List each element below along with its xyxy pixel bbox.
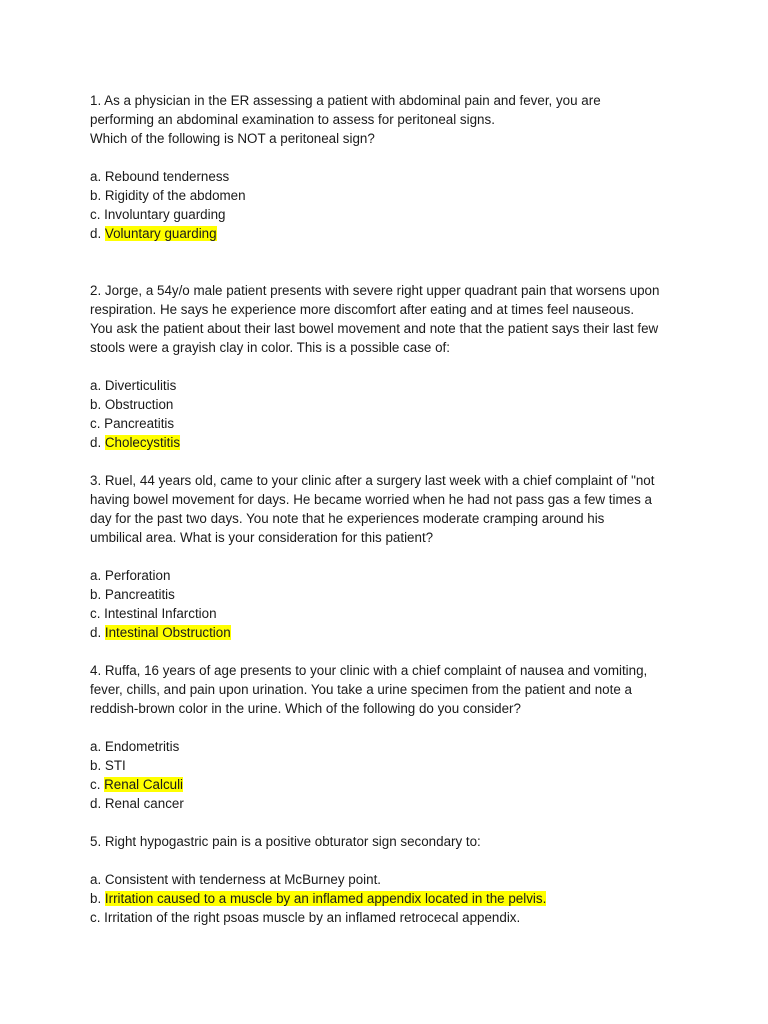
option-prefix: b. [90,188,105,203]
question-1-options [90,167,690,243]
question-line: 1. As a physician in the ER assessing a patient with abdominal pain and fever, you are [90,93,601,108]
question-line: 2. Jorge, a 54y/o male patient presents with severe right upper quadrant pain that worsens upon [90,283,660,298]
option-c [90,414,690,433]
option-b [90,186,690,205]
option-prefix: a. [90,872,105,887]
question-4-options [90,737,690,813]
highlighted-answer: Intestinal Obstruction [104,625,231,640]
option-prefix: c. [90,910,105,925]
option-prefix: a. [90,378,105,393]
question-line: performing an abdominal examination to assess for peritoneal signs. [90,112,495,127]
option-c [90,205,690,224]
option-prefix: c. [90,416,105,431]
document-page [90,91,690,927]
option-b [90,395,690,414]
option-prefix: c. [90,606,105,621]
question-line: 5. Right hypogastric pain is a positive obturator sign secondary to: [90,834,481,849]
option-c [90,604,690,623]
option-prefix: c. [90,777,105,792]
option-a [90,167,690,186]
option-c [90,908,690,927]
option-d [90,623,690,642]
question-line: Which of the following is NOT a peritoneal sign? [90,131,375,146]
option-prefix: b. [90,891,105,906]
question-5-text [90,832,690,851]
option-text: Consistent with tenderness at McBurney point. [104,872,382,887]
question-line: You ask the patient about their last bowel movement and note that the patient says their last few [90,321,659,336]
option-text: Diverticulitis [104,378,177,393]
option-prefix: d. [90,796,105,811]
option-b [90,756,690,775]
highlighted-answer: Voluntary guarding [104,226,217,241]
option-prefix: b. [90,758,105,773]
option-text: Irritation of the right psoas muscle by an inflamed retrocecal appendix. [104,910,521,925]
option-d [90,794,690,813]
option-c [90,775,690,794]
question-2-options [90,376,690,452]
option-a [90,566,690,585]
option-prefix: d. [90,226,105,241]
question-line: 3. Ruel, 44 years old, came to your clinic after a surgery last week with a chief complaint of "not [90,473,655,488]
option-prefix: b. [90,587,105,602]
option-prefix: a. [90,739,105,754]
option-text: Pancreatitis [104,587,175,602]
highlighted-answer: Renal Calculi [104,777,184,792]
option-text: Rebound tenderness [104,169,230,184]
option-b [90,585,690,604]
question-line: fever, chills, and pain upon urination. You take a urine specimen from the patient and note a [90,682,632,697]
option-prefix: d. [90,625,105,640]
question-line: 4. Ruffa, 16 years of age presents to your clinic with a chief complaint of nausea and vomiting, [90,663,648,678]
option-a [90,870,690,889]
question-4-text [90,661,690,718]
highlighted-answer: Cholecystitis [104,435,181,450]
question-line: day for the past two days. You note that he experiences moderate cramping around his [90,511,605,526]
option-a [90,737,690,756]
option-text: Pancreatitis [104,416,175,431]
option-a [90,376,690,395]
option-prefix: b. [90,397,105,412]
question-line: reddish-brown color in the urine. Which of the following do you consider? [90,701,521,716]
question-line: having bowel movement for days. He became worried when he had not pass gas a few times a [90,492,652,507]
option-text: STI [104,758,126,773]
question-line: respiration. He says he experience more discomfort after eating and at times feel nauseous. [90,302,635,317]
option-text: Perforation [104,568,171,583]
question-5-options [90,870,690,927]
question-3-options [90,566,690,642]
option-text: Involuntary guarding [104,207,226,222]
question-line: umbilical area. What is your consideration for this patient? [90,530,434,545]
option-text: Rigidity of the abdomen [104,188,246,203]
question-4 [90,661,690,813]
question-1-text [90,91,690,148]
option-text: Obstruction [104,397,174,412]
option-prefix: a. [90,568,105,583]
option-prefix: a. [90,169,105,184]
question-2 [90,281,690,452]
option-text: Intestinal Infarction [104,606,217,621]
option-d [90,224,690,243]
question-3-text [90,471,690,547]
question-line: stools were a grayish clay in color. This is a possible case of: [90,340,450,355]
option-b [90,889,690,908]
option-prefix: c. [90,207,105,222]
highlighted-answer: Irritation caused to a muscle by an inflamed appendix located in the pelvis. [104,891,547,906]
option-text: Endometritis [104,739,180,754]
option-prefix: d. [90,435,105,450]
option-text: Renal cancer [104,796,184,811]
question-5 [90,832,690,927]
question-1 [90,91,690,243]
question-2-text [90,281,690,357]
option-d [90,433,690,452]
question-3 [90,471,690,642]
